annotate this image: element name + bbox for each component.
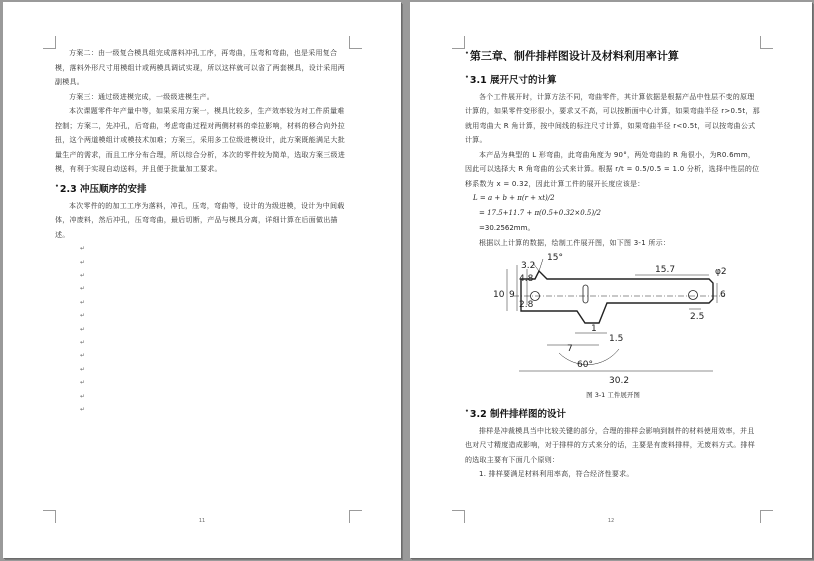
dim-15-7: 15.7 xyxy=(655,264,676,275)
empty-paragraph-mark: ↵ xyxy=(80,379,86,387)
dim-1: 1 xyxy=(591,323,597,334)
paragraph: 排样是冲裁模具当中比较关键的部分，合理的排样会影响到制件的材料使用效率，并且也对尺寸精度造成影响，对于排样的方式来分的话，主要是有废料排样，无废料方式。排样的选取主要有下面几个原则： xyxy=(465,426,755,464)
empty-paragraph-mark: ↵ xyxy=(80,339,86,346)
page-number: 11 xyxy=(198,518,206,524)
empty-paragraph-mark: ↵ xyxy=(80,285,86,293)
dim-6: 6 xyxy=(720,289,726,300)
empty-paragraph-mark: ↵ xyxy=(80,298,86,306)
paragraph: 方案二：由一级复合模具组完成落料冲孔工序，再弯曲，压弯和弯曲，也是采用复合模，落料外形尺寸用模组计或两模具调试实现，所以这样就可以省了两套模具，设计采用两副模具。 xyxy=(55,49,345,86)
empty-paragraph-mark: ↵ xyxy=(80,271,86,279)
empty-paragraph-mark: ↵ xyxy=(80,406,86,414)
empty-paragraph-mark: ↵ xyxy=(80,258,86,266)
dim-phi2: φ2 xyxy=(715,266,727,277)
part-outline xyxy=(521,271,713,323)
dim-2-8: 2.8 xyxy=(519,299,534,310)
page-number: 12 xyxy=(607,518,615,524)
empty-paragraph-mark: ↵ xyxy=(80,365,86,373)
formula-line: L = a + b + π(r + xt)/2 xyxy=(473,194,555,203)
dim-2-5: 2.5 xyxy=(690,311,705,322)
formula-line: = 17.5+11.7 + π(0.5+0.32×0.5)/2 xyxy=(479,209,601,218)
empty-paragraph-mark: ↵ xyxy=(80,352,86,360)
dim-7: 7 xyxy=(567,343,573,354)
document-page-11 xyxy=(3,2,401,558)
crop-mark-top-right xyxy=(760,36,773,49)
crop-mark-top-left xyxy=(452,36,465,49)
section-heading: •2.3 冲压顺序的安排 xyxy=(55,182,147,195)
paragraph: 本次课题零件年产量中等，如果采用方案一，模具比较多，生产效率较为对工件质量难控制；方案二，先冲孔，后弯曲，考虑弯曲过程对两侧材料的牵拉影响，材料的移合向外拉扭，这个两道模组计或模技术加难；方案三，采用多工位级进模设计，此方案既能满足大批量生产的需求，而且工序分布合理，所以综合分析，本次的零件较为简单，选取方案三级进模，有利于实现自动送料，并且便于批量加工要求。 xyxy=(55,107,345,173)
hole-right xyxy=(689,290,698,299)
dim-angle-top: 15° xyxy=(547,252,563,263)
empty-paragraph-mark: ↵ xyxy=(80,312,86,320)
paragraph: 本产品为典型的 L 形弯曲，此弯曲角度为 90°，两处弯曲的 R 角很小，为R0.6mm，因此可以选择大 R 角弯曲的公式来计算。根据 r/t = 0.5/0.5 = 1.0 分析，选择中性层的位移系数为 x = 0.32，因此计算工件的展开长度应该是： xyxy=(465,150,760,188)
empty-paragraph-mark: ↵ xyxy=(80,392,86,400)
dim-3-2: 3.2 xyxy=(521,260,536,271)
slot xyxy=(583,285,588,303)
paragraph: 本次零件的的加工工序为落料，冲孔，压弯，弯曲等，设计的为级进模，设计为中间载体，冲废料，然后冲孔，压弯弯曲，最后切断，产品与模具分离，详细计算在后面做出描述。 xyxy=(55,201,345,239)
chapter-title: •第三章、制件排样图设计及材料利用率计算 xyxy=(465,49,679,63)
dim-30-2: 30.2 xyxy=(609,375,630,386)
unfolded-part-drawing xyxy=(487,253,737,387)
empty-paragraph-mark: ↵ xyxy=(80,245,86,253)
dim-10: 10 xyxy=(493,289,505,300)
paragraph: 根据以上计算的数据，绘制工件展开图，如下图 3-1 所示： xyxy=(479,239,671,248)
empty-paragraph-mark: ↵ xyxy=(80,325,86,333)
dim-1-5: 1.5 xyxy=(609,333,624,344)
paragraph: 各个工件展开时，计算方法不同，弯曲零件，其计算依据是根据产品中性层不变的原理计算的，如果零件变形很小，要求又不高，可以按断面中心计算，如果弯曲半径 r>0.5t，那就用弯曲大 R 角计算，按中间线的标注尺寸计算，如果弯曲半径 r<0.5t，可以按弯曲公式计算。 xyxy=(465,92,760,145)
list-item: 1. 排样要满足材料利用率高，符合经济性要求。 xyxy=(479,470,634,479)
figure-caption: 图 3-1 工件展开图 xyxy=(586,390,640,399)
dim-angle-bottom: 60° xyxy=(577,359,593,370)
page-body xyxy=(465,46,761,482)
paragraph: 方案三：通过级进模完成，一级级进模生产。 xyxy=(69,92,214,101)
dim-9: 9 xyxy=(509,289,515,300)
document-page-12 xyxy=(410,2,812,558)
page-body xyxy=(55,46,351,416)
empty-paragraph-marks xyxy=(55,242,351,416)
formula-line: =30.2562mm。 xyxy=(479,224,535,233)
section-heading: •3.1 展开尺寸的计算 xyxy=(465,73,557,86)
section-heading: •3.2 制件排样图的设计 xyxy=(465,407,566,420)
dim-4-8: 4.8 xyxy=(519,273,534,284)
